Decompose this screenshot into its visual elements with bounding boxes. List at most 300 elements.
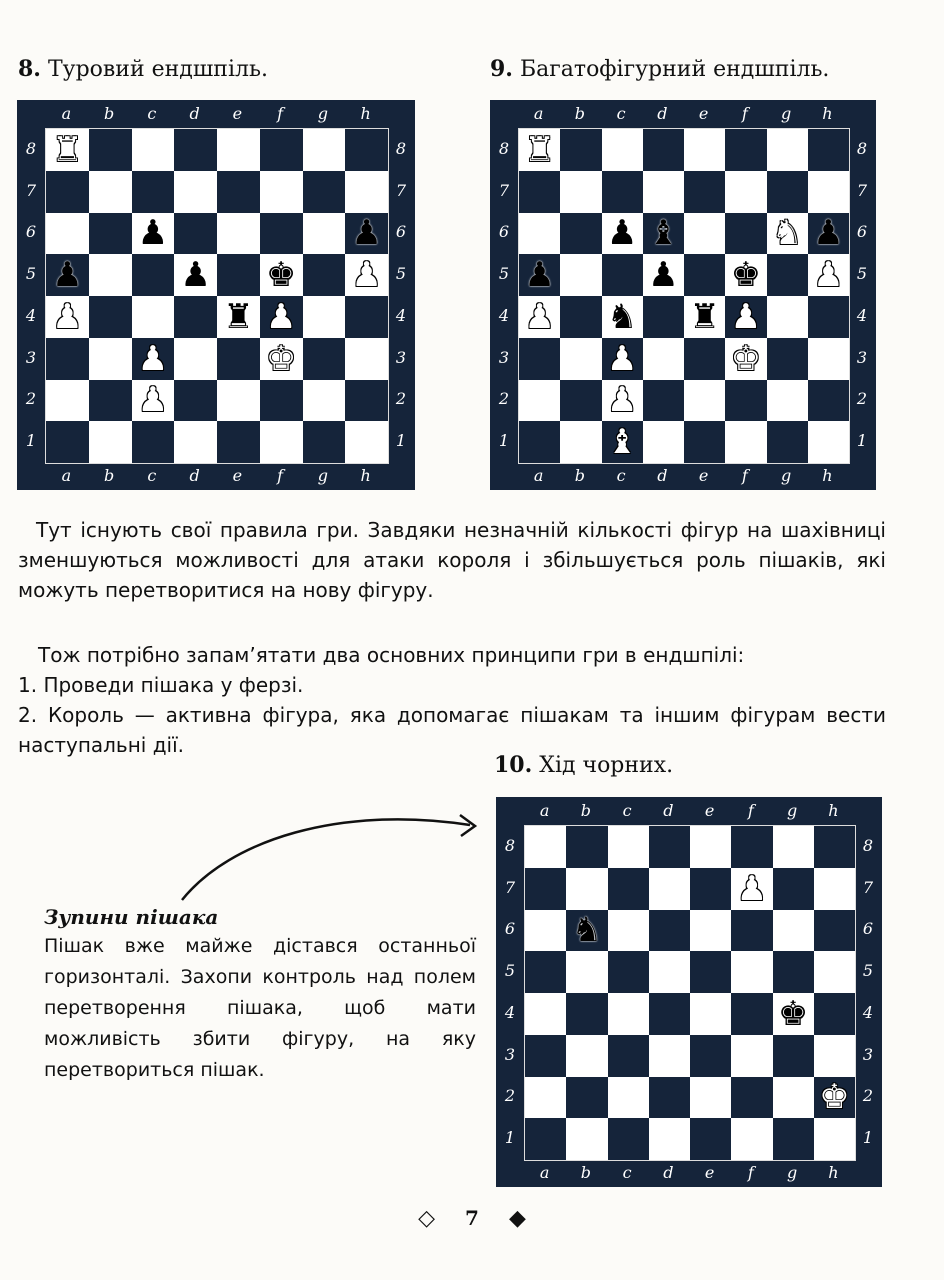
square-g8 xyxy=(303,129,346,171)
white-pawn-icon: ♟ xyxy=(606,338,638,379)
white-king-icon: ♚ xyxy=(819,1077,850,1118)
square-c1 xyxy=(608,1118,649,1160)
file-label-bottom: e xyxy=(704,1163,715,1182)
file-label-bottom: g xyxy=(781,466,792,485)
file-label-bottom: h xyxy=(828,1163,839,1182)
diagram-8-heading: 8. Туровий ендшпіль. xyxy=(18,56,268,82)
square-a7 xyxy=(525,868,566,910)
square-d3 xyxy=(174,338,217,380)
square-g6 xyxy=(773,910,814,952)
file-label-bottom: d xyxy=(189,466,200,485)
rank-label-left: 1 xyxy=(504,1128,516,1148)
page-number: 7 xyxy=(465,1206,479,1230)
file-label-top: d xyxy=(663,801,674,820)
square-a7 xyxy=(519,171,560,213)
square-e1 xyxy=(217,421,260,463)
square-h6 xyxy=(345,213,388,255)
white-pawn-icon: ♟ xyxy=(265,296,297,337)
square-b7 xyxy=(560,171,601,213)
rank-label-right: 7 xyxy=(862,877,874,897)
square-h7 xyxy=(814,868,855,910)
square-a8 xyxy=(525,826,566,868)
file-label-bottom: b xyxy=(104,466,115,485)
square-d2 xyxy=(643,380,684,422)
black-pawn-icon: ♟ xyxy=(180,255,211,296)
rank-label-right: 5 xyxy=(862,961,874,981)
square-e6 xyxy=(217,213,260,255)
square-d5 xyxy=(649,951,690,993)
rank-label-left: 4 xyxy=(25,305,37,325)
white-pawn-icon: ♟ xyxy=(137,380,169,421)
square-b5 xyxy=(560,254,601,296)
square-f8 xyxy=(725,129,766,171)
rank-label-left: 3 xyxy=(504,1044,516,1064)
file-label-bottom: c xyxy=(622,1163,632,1182)
black-king-icon: ♚ xyxy=(265,255,297,296)
square-b8 xyxy=(89,129,132,171)
square-h4 xyxy=(814,993,855,1035)
rank-label-left: 7 xyxy=(504,877,516,897)
square-a8 xyxy=(519,129,560,171)
square-d3 xyxy=(649,1035,690,1077)
file-label-bottom: d xyxy=(657,466,668,485)
square-d8 xyxy=(174,129,217,171)
chessboard-black-to-move xyxy=(496,797,882,1187)
square-e6 xyxy=(690,910,731,952)
file-label-bottom: a xyxy=(61,466,72,485)
file-label-top: f xyxy=(747,801,754,820)
rank-label-right: 5 xyxy=(395,264,407,284)
square-b4 xyxy=(89,296,132,338)
square-d1 xyxy=(649,1118,690,1160)
file-label-top: e xyxy=(698,104,709,123)
rank-label-right: 2 xyxy=(395,389,407,409)
square-e8 xyxy=(217,129,260,171)
square-f7 xyxy=(731,868,772,910)
square-d4 xyxy=(174,296,217,338)
white-pawn-icon: ♟ xyxy=(52,296,83,337)
white-king-icon: ♚ xyxy=(265,338,297,379)
square-g5 xyxy=(767,254,808,296)
square-b1 xyxy=(560,421,601,463)
square-a1 xyxy=(525,1118,566,1160)
square-h1 xyxy=(345,421,388,463)
square-g3 xyxy=(303,338,346,380)
rank-label-left: 5 xyxy=(25,264,37,284)
white-rook-icon: ♜ xyxy=(52,129,83,170)
square-g1 xyxy=(767,421,808,463)
rank-label-right: 4 xyxy=(395,305,407,325)
square-b3 xyxy=(566,1035,607,1077)
square-b2 xyxy=(566,1077,607,1119)
square-g8 xyxy=(767,129,808,171)
black-pawn-icon: ♟ xyxy=(648,255,679,296)
square-b3 xyxy=(89,338,132,380)
square-c2 xyxy=(608,1077,649,1119)
square-a1 xyxy=(46,421,89,463)
square-g4 xyxy=(303,296,346,338)
square-c4 xyxy=(132,296,175,338)
square-f1 xyxy=(260,421,303,463)
black-knight-icon: ♞ xyxy=(606,296,638,337)
square-d5 xyxy=(174,254,217,296)
square-e2 xyxy=(217,380,260,422)
square-c7 xyxy=(602,171,643,213)
rank-label-right: 1 xyxy=(856,431,868,451)
square-f2 xyxy=(725,380,766,422)
square-d7 xyxy=(643,171,684,213)
square-g7 xyxy=(773,868,814,910)
file-label-bottom: b xyxy=(574,466,585,485)
file-label-bottom: e xyxy=(698,466,709,485)
white-king-icon: ♚ xyxy=(730,338,762,379)
square-h5 xyxy=(814,951,855,993)
file-label-bottom: f xyxy=(277,466,284,485)
file-label-top: d xyxy=(189,104,200,123)
black-pawn-icon: ♟ xyxy=(137,213,169,254)
square-h2 xyxy=(814,1077,855,1119)
square-c3 xyxy=(608,1035,649,1077)
rank-label-right: 3 xyxy=(395,347,407,367)
file-label-bottom: a xyxy=(533,466,544,485)
square-h7 xyxy=(808,171,849,213)
rank-label-right: 2 xyxy=(862,1086,874,1106)
black-rook-icon: ♜ xyxy=(223,296,254,337)
white-pawn-icon: ♟ xyxy=(524,296,555,337)
square-e3 xyxy=(690,1035,731,1077)
file-label-top: b xyxy=(574,104,585,123)
square-g4 xyxy=(767,296,808,338)
square-h6 xyxy=(808,213,849,255)
square-g7 xyxy=(303,171,346,213)
rank-label-right: 6 xyxy=(856,222,868,242)
square-a6 xyxy=(46,213,89,255)
file-label-bottom: g xyxy=(787,1163,798,1182)
square-c4 xyxy=(608,993,649,1035)
square-c8 xyxy=(602,129,643,171)
file-label-bottom: c xyxy=(616,466,626,485)
square-h2 xyxy=(808,380,849,422)
square-g1 xyxy=(773,1118,814,1160)
rank-label-right: 1 xyxy=(395,431,407,451)
file-label-top: e xyxy=(232,104,243,123)
square-e3 xyxy=(684,338,725,380)
square-c3 xyxy=(602,338,643,380)
rank-label-right: 7 xyxy=(856,180,868,200)
board-grid xyxy=(524,825,856,1161)
square-a1 xyxy=(519,421,560,463)
file-label-bottom: f xyxy=(741,466,748,485)
white-rook-icon: ♜ xyxy=(524,129,555,170)
square-c5 xyxy=(132,254,175,296)
square-h3 xyxy=(345,338,388,380)
square-a7 xyxy=(46,171,89,213)
square-a5 xyxy=(525,951,566,993)
black-king-icon: ♚ xyxy=(730,255,762,296)
square-g7 xyxy=(767,171,808,213)
square-e2 xyxy=(690,1077,731,1119)
rank-label-right: 8 xyxy=(856,138,868,158)
black-pawn-icon: ♟ xyxy=(351,213,382,254)
file-label-top: h xyxy=(828,801,839,820)
square-a3 xyxy=(525,1035,566,1077)
black-king-icon: ♚ xyxy=(777,993,809,1034)
square-d1 xyxy=(643,421,684,463)
white-bishop-icon: ♝ xyxy=(606,422,638,463)
square-c7 xyxy=(132,171,175,213)
principles-intro: Тож потрібно запам’ятати два основних принципи гри в ендшпілі: xyxy=(38,643,745,667)
square-a3 xyxy=(519,338,560,380)
square-b6 xyxy=(560,213,601,255)
chessboard-rook-endgame xyxy=(17,100,415,490)
square-c1 xyxy=(602,421,643,463)
rank-label-right: 4 xyxy=(856,305,868,325)
principle-1: 1. Проведи пішака у ферзі. xyxy=(18,673,304,697)
square-c3 xyxy=(132,338,175,380)
square-a2 xyxy=(519,380,560,422)
square-b2 xyxy=(89,380,132,422)
rank-label-right: 3 xyxy=(862,1044,874,1064)
rank-label-right: 1 xyxy=(862,1128,874,1148)
square-e7 xyxy=(690,868,731,910)
square-f4 xyxy=(725,296,766,338)
square-b6 xyxy=(89,213,132,255)
square-d3 xyxy=(643,338,684,380)
file-label-top: e xyxy=(704,801,715,820)
square-b2 xyxy=(560,380,601,422)
square-a2 xyxy=(525,1077,566,1119)
square-a6 xyxy=(519,213,560,255)
square-b5 xyxy=(89,254,132,296)
square-g5 xyxy=(773,951,814,993)
chessboard-multi-piece-endgame xyxy=(490,100,876,490)
square-c2 xyxy=(132,380,175,422)
square-c4 xyxy=(602,296,643,338)
square-d6 xyxy=(649,910,690,952)
rank-label-right: 2 xyxy=(856,389,868,409)
file-label-top: g xyxy=(317,104,328,123)
rank-label-left: 5 xyxy=(498,264,510,284)
rank-label-left: 4 xyxy=(504,1002,516,1022)
file-label-top: f xyxy=(277,104,284,123)
square-f2 xyxy=(260,380,303,422)
square-g8 xyxy=(773,826,814,868)
square-e5 xyxy=(690,951,731,993)
rank-label-left: 2 xyxy=(504,1086,516,1106)
rank-label-right: 4 xyxy=(862,1002,874,1022)
square-e7 xyxy=(217,171,260,213)
square-f2 xyxy=(731,1077,772,1119)
black-pawn-icon: ♟ xyxy=(606,213,638,254)
square-f1 xyxy=(731,1118,772,1160)
square-f6 xyxy=(725,213,766,255)
rank-label-left: 6 xyxy=(504,919,516,939)
board-grid xyxy=(518,128,850,464)
square-f1 xyxy=(725,421,766,463)
square-e5 xyxy=(684,254,725,296)
tip-text: Пішак вже майже дістався останньої горизонталі. Захопи контроль над полем перетворення пішака, щоб мати можливість збити фігуру, на яку перетвориться пішак. xyxy=(44,935,476,1081)
square-f4 xyxy=(731,993,772,1035)
square-h2 xyxy=(345,380,388,422)
square-d6 xyxy=(174,213,217,255)
square-b7 xyxy=(566,868,607,910)
square-d6 xyxy=(643,213,684,255)
square-c2 xyxy=(602,380,643,422)
rank-label-left: 3 xyxy=(25,347,37,367)
square-c8 xyxy=(132,129,175,171)
rank-label-left: 8 xyxy=(498,138,510,158)
square-e3 xyxy=(217,338,260,380)
curved-arrow xyxy=(170,800,490,910)
rank-label-right: 6 xyxy=(395,222,407,242)
square-h5 xyxy=(345,254,388,296)
square-c6 xyxy=(608,910,649,952)
square-b4 xyxy=(560,296,601,338)
square-c6 xyxy=(132,213,175,255)
board-grid xyxy=(45,128,389,464)
square-e2 xyxy=(684,380,725,422)
square-c5 xyxy=(608,951,649,993)
file-label-bottom: f xyxy=(747,1163,754,1182)
file-label-top: c xyxy=(147,104,157,123)
black-rook-icon: ♜ xyxy=(689,296,720,337)
square-g3 xyxy=(767,338,808,380)
square-b7 xyxy=(89,171,132,213)
square-e6 xyxy=(684,213,725,255)
square-b8 xyxy=(560,129,601,171)
file-label-top: c xyxy=(616,104,626,123)
rank-label-left: 2 xyxy=(25,389,37,409)
square-e4 xyxy=(217,296,260,338)
square-e4 xyxy=(684,296,725,338)
rank-label-left: 8 xyxy=(504,835,516,855)
square-h5 xyxy=(808,254,849,296)
rank-label-left: 1 xyxy=(25,431,37,451)
file-label-top: b xyxy=(104,104,115,123)
square-b5 xyxy=(566,951,607,993)
square-d7 xyxy=(174,171,217,213)
square-f3 xyxy=(731,1035,772,1077)
file-label-bottom: g xyxy=(317,466,328,485)
square-g6 xyxy=(303,213,346,255)
square-a4 xyxy=(46,296,89,338)
square-f8 xyxy=(260,129,303,171)
file-label-top: g xyxy=(787,801,798,820)
white-pawn-icon: ♟ xyxy=(351,255,382,296)
square-f3 xyxy=(260,338,303,380)
square-a4 xyxy=(525,993,566,1035)
square-a5 xyxy=(519,254,560,296)
white-pawn-icon: ♟ xyxy=(137,338,169,379)
square-e8 xyxy=(690,826,731,868)
square-f8 xyxy=(731,826,772,868)
diagram-9-heading: 9. Багатофігурний ендшпіль. xyxy=(490,56,830,82)
square-g5 xyxy=(303,254,346,296)
rank-label-left: 6 xyxy=(25,222,37,242)
rank-label-left: 7 xyxy=(25,180,37,200)
square-h8 xyxy=(808,129,849,171)
square-f7 xyxy=(725,171,766,213)
square-a6 xyxy=(525,910,566,952)
square-f4 xyxy=(260,296,303,338)
file-label-top: a xyxy=(533,104,544,123)
solid-diamond-icon: ◆ xyxy=(508,1205,526,1231)
square-a3 xyxy=(46,338,89,380)
square-a4 xyxy=(519,296,560,338)
square-e8 xyxy=(684,129,725,171)
square-e1 xyxy=(684,421,725,463)
square-d2 xyxy=(649,1077,690,1119)
hollow-diamond-icon: ◇ xyxy=(418,1205,436,1231)
tip-title: Зупини пішака xyxy=(44,905,219,929)
rank-label-right: 6 xyxy=(862,919,874,939)
square-e7 xyxy=(684,171,725,213)
file-label-top: h xyxy=(360,104,371,123)
square-g3 xyxy=(773,1035,814,1077)
white-pawn-icon: ♟ xyxy=(730,296,762,337)
page-footer xyxy=(0,1205,944,1231)
file-label-bottom: c xyxy=(147,466,157,485)
white-knight-icon: ♞ xyxy=(771,213,803,254)
square-h4 xyxy=(808,296,849,338)
square-d8 xyxy=(643,129,684,171)
square-f7 xyxy=(260,171,303,213)
black-bishop-icon: ♝ xyxy=(648,213,679,254)
black-pawn-icon: ♟ xyxy=(524,255,555,296)
rank-label-right: 8 xyxy=(862,835,874,855)
square-d1 xyxy=(174,421,217,463)
square-f6 xyxy=(731,910,772,952)
file-label-bottom: b xyxy=(580,1163,591,1182)
rank-label-left: 7 xyxy=(498,180,510,200)
square-c8 xyxy=(608,826,649,868)
black-pawn-icon: ♟ xyxy=(813,213,844,254)
square-h4 xyxy=(345,296,388,338)
square-e5 xyxy=(217,254,260,296)
square-h8 xyxy=(814,826,855,868)
file-label-top: a xyxy=(539,801,550,820)
square-g2 xyxy=(303,380,346,422)
square-h3 xyxy=(808,338,849,380)
square-a5 xyxy=(46,254,89,296)
square-d8 xyxy=(649,826,690,868)
principles-paragraph xyxy=(18,640,886,760)
square-g1 xyxy=(303,421,346,463)
principle-2: 2. Король — активна фігура, яка допомагає пішакам та іншим фігурам вести наступальні дії. xyxy=(18,703,886,757)
file-label-bottom: h xyxy=(822,466,833,485)
square-b6 xyxy=(566,910,607,952)
square-g2 xyxy=(773,1077,814,1119)
square-h1 xyxy=(814,1118,855,1160)
square-c5 xyxy=(602,254,643,296)
file-label-bottom: d xyxy=(663,1163,674,1182)
square-b8 xyxy=(566,826,607,868)
square-a2 xyxy=(46,380,89,422)
rank-label-right: 7 xyxy=(395,180,407,200)
square-e4 xyxy=(690,993,731,1035)
square-e1 xyxy=(690,1118,731,1160)
square-g4 xyxy=(773,993,814,1035)
square-h3 xyxy=(814,1035,855,1077)
rank-label-left: 1 xyxy=(498,431,510,451)
square-f5 xyxy=(725,254,766,296)
square-f3 xyxy=(725,338,766,380)
file-label-top: h xyxy=(822,104,833,123)
white-pawn-icon: ♟ xyxy=(813,255,844,296)
file-label-top: g xyxy=(781,104,792,123)
file-label-bottom: e xyxy=(232,466,243,485)
square-c1 xyxy=(132,421,175,463)
